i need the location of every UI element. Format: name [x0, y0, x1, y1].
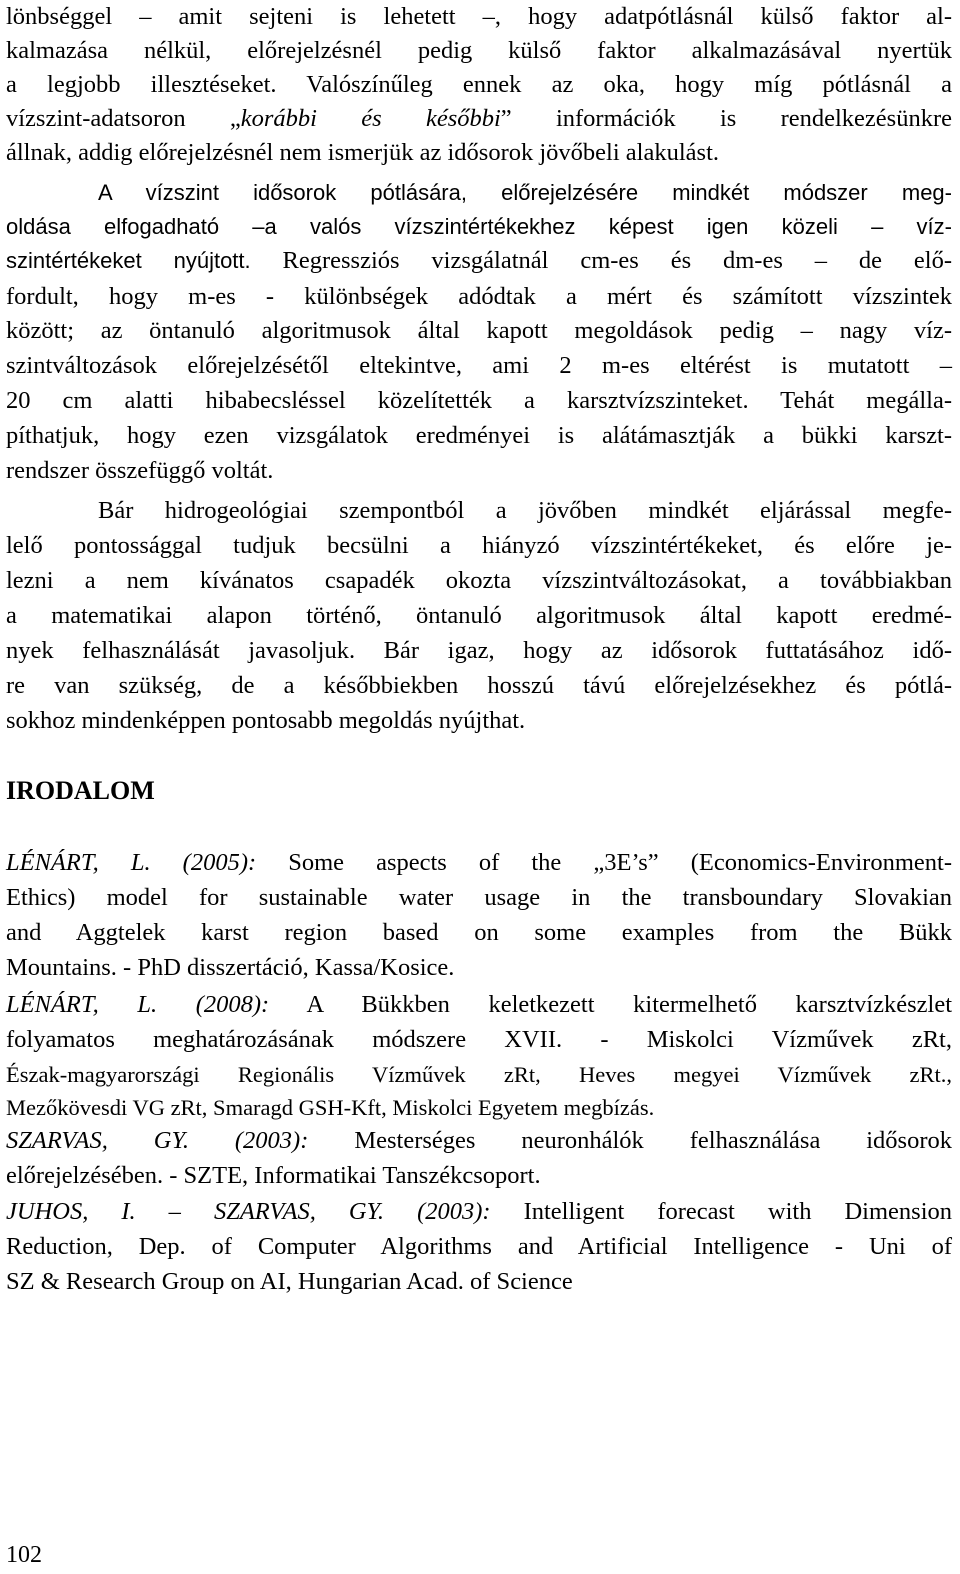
body-text-line: nyek felhasználását javasoljuk. Bár igaz, hogy az idősorok futtatásához idő-	[6, 637, 952, 664]
reference-author: LÉNÁRT, L. (2005):	[6, 849, 257, 876]
reference-entry	[6, 1124, 952, 1158]
reference-entry	[6, 846, 952, 880]
open-quote: „	[229, 105, 241, 132]
body-text-line: lezni a nem kívánatos csapadék okozta vízszintváltozásokat, a továbbiakban	[6, 567, 952, 594]
text-fragment: vízszint-adatsoron	[6, 105, 230, 132]
page-number: 102	[6, 1542, 42, 1568]
reference-line: folyamatos meghatározásának módszere XVII. - Miskolci Vízművek zRt,	[6, 1026, 952, 1053]
text-fragment: Regressziós vizsgálatnál cm-es és dm-es – de elő-	[282, 247, 952, 274]
body-text-line: oldása elfogadható –a valós vízszintértékekhez képest igen közeli – víz-	[6, 214, 952, 239]
reference-entry	[6, 988, 952, 1022]
body-text-line: sokhoz mindenképpen pontosabb megoldás nyújthat.	[6, 707, 526, 734]
body-text-line: píthatjuk, hogy ezen vizsgálatok eredményei is alátámasztják a bükki karszt-	[6, 422, 952, 449]
text-fragment: Intelligent forecast with Dimension	[490, 1198, 952, 1225]
text-fragment: szintértékeket nyújtott.	[6, 248, 283, 273]
reference-author: SZARVAS, GY. (2003):	[6, 1127, 309, 1154]
reference-line: Mountains. - PhD disszertáció, Kassa/Kosice.	[6, 954, 455, 981]
italic-phrase: korábbi és későbbi	[240, 105, 501, 132]
reference-author: JUHOS, I. – SZARVAS, GY. (2003):	[6, 1198, 491, 1225]
body-text-line: a legjobb illesztéseket. Valószínűleg ennek az oka, hogy míg pótlásnál a	[6, 71, 952, 98]
text-fragment: A Bükkben keletkezett kitermelhető karsztvízkészlet	[269, 991, 952, 1018]
body-text-line: szintváltozások előrejelzésétől eltekintve, ami 2 m-es eltérést is mutatott –	[6, 352, 952, 379]
body-text-line: rendszer összefüggő voltát.	[6, 457, 274, 484]
text-fragment: információk is rendelkezésünkre	[511, 105, 952, 132]
reference-line: and Aggtelek karst region based on some examples from the Bükk	[6, 919, 952, 946]
body-text-line	[6, 102, 952, 136]
reference-line: Ethics) model for sustainable water usage in the transboundary Slovakian	[6, 884, 952, 911]
reference-line: előrejelzésében. - SZTE, Informatikai Tanszékcsoport.	[6, 1162, 541, 1189]
body-text-line: A vízszint idősorok pótlására, előrejelzésére mindkét módszer meg-	[98, 180, 952, 205]
close-quote: ”	[500, 105, 512, 132]
body-text-line	[6, 244, 952, 278]
body-text-line: 20 cm alatti hibabecsléssel közelítették a karsztvízszinteket. Tehát megálla-	[6, 387, 952, 414]
body-text-line: lelő pontossággal tudjuk becsülni a hiányzó vízszintértékeket, és előre je-	[6, 532, 952, 559]
body-text-line: kalmazása nélkül, előrejelzésnél pedig külső faktor alkalmazásával nyertük	[6, 37, 952, 64]
body-text-line: Bár hidrogeológiai szempontból a jövőben mindkét eljárással megfe-	[98, 497, 952, 524]
body-text-line: re van szükség, de a későbbiekben hosszú távú előrejelzésekhez és pótlá-	[6, 672, 952, 699]
text-fragment: Mesterséges neuronhálók felhasználása idősorok	[308, 1127, 953, 1154]
body-text-line: között; az öntanuló algoritmusok által kapott megoldások pedig – nagy víz-	[6, 317, 952, 344]
reference-line: SZ & Research Group on AI, Hungarian Acad. of Science	[6, 1268, 573, 1295]
body-text-line: állnak, addig előrejelzésnél nem ismerjük az idősorok jövőbeli alakulást.	[6, 139, 720, 166]
reference-entry	[6, 1195, 952, 1229]
body-text-line: fordult, hogy m-es - különbségek adódtak a mért és számított vízszintek	[6, 283, 952, 310]
body-text-line: lönbséggel – amit sejteni is lehetett –, hogy adatpótlásnál külső faktor al-	[6, 3, 952, 30]
section-heading: IRODALOM	[6, 776, 155, 805]
reference-line: Mezőkövesdi VG zRt, Smaragd GSH-Kft, Miskolci Egyetem megbízás.	[6, 1095, 655, 1120]
reference-line: Reduction, Dep. of Computer Algorithms and Artificial Intelligence - Uni of	[6, 1233, 952, 1260]
reference-line: Észak-magyarországi Regionális Vízművek zRt, Heves megyei Vízművek zRt.,	[6, 1062, 952, 1087]
reference-author: LÉNÁRT, L. (2008):	[6, 991, 270, 1018]
body-text-line: a matematikai alapon történő, öntanuló algoritmusok által kapott eredmé-	[6, 602, 952, 629]
text-fragment: Some aspects of the „3E’s” (Economics-Environment-	[256, 849, 952, 876]
